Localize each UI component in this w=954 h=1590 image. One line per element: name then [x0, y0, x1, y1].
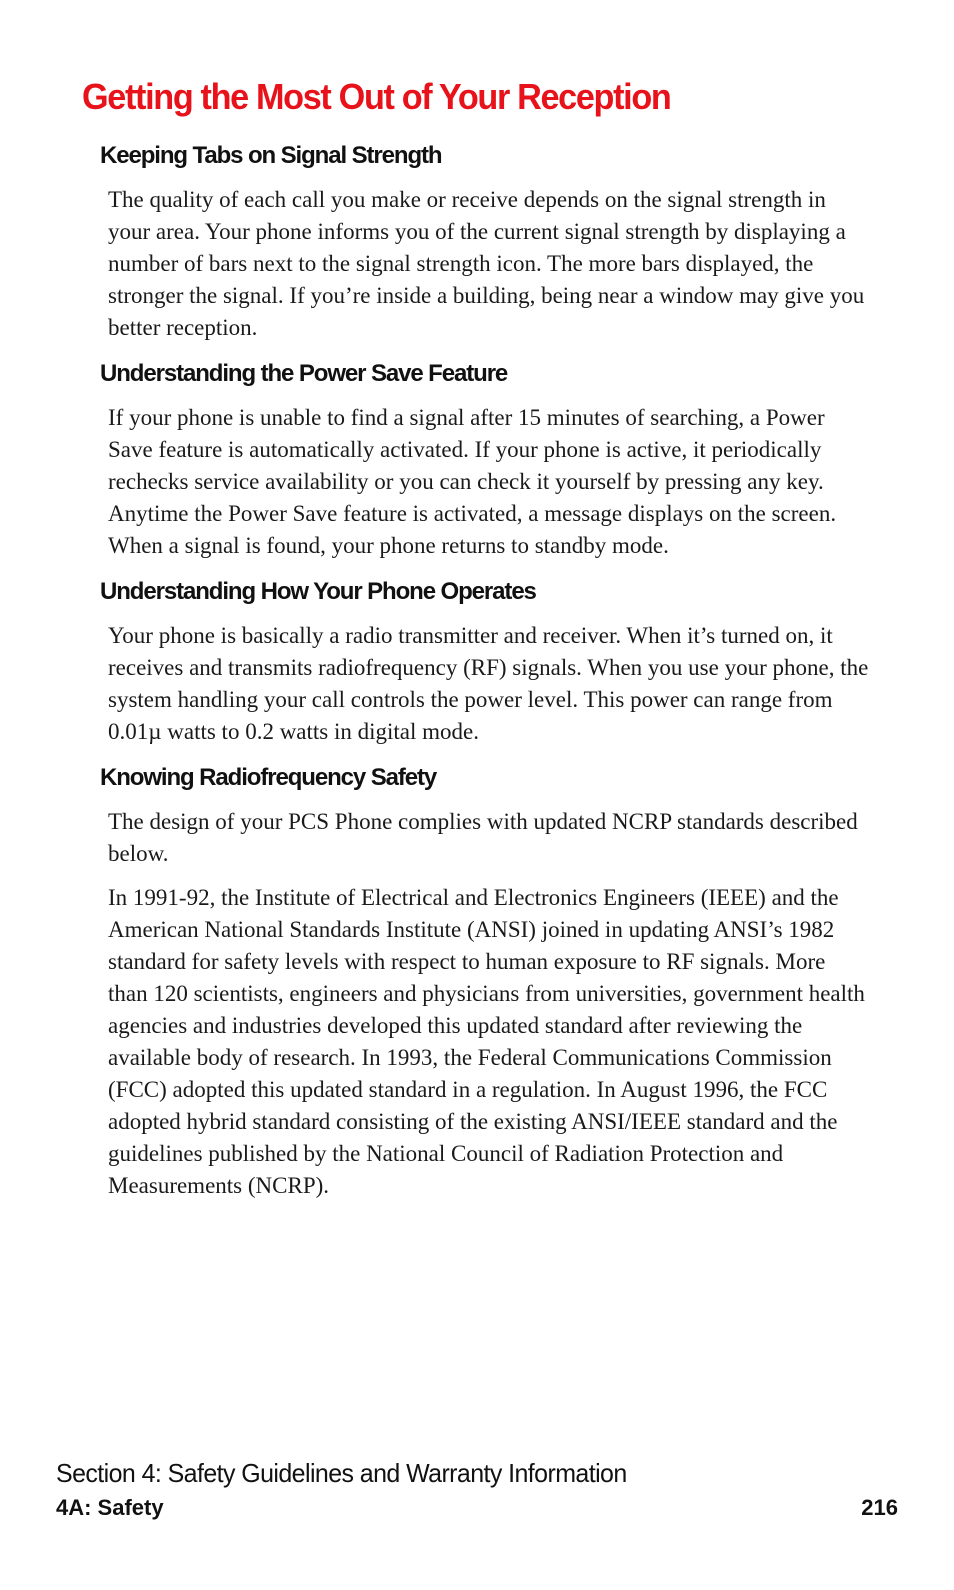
paragraph: Your phone is basically a radio transmitter and receiver. When it’s turned on, it receives and transmits radiofrequency (RF) signals. When you use your phone, the system handling your call controls the power level. This power can range from 0.01µ watts to 0.2 watts in digital mode.	[108, 623, 869, 744]
section-heading: Understanding How Your Phone Operates	[100, 578, 536, 605]
section-body	[108, 806, 870, 1202]
section-body	[108, 620, 870, 748]
section-heading: Keeping Tabs on Signal Strength	[100, 142, 442, 169]
section-rf-safety	[100, 762, 870, 1202]
section-heading: Understanding the Power Save Feature	[100, 360, 508, 387]
paragraph: The quality of each call you make or receive depends on the signal strength in your area. Your phone informs you of the current signal strength by displaying a number of bars next to the signal strength icon. The more bars displayed, the stronger the signal. If you’re inside a building, being near a window may give you better reception.	[108, 187, 865, 340]
section-body	[108, 402, 870, 562]
paragraph: In 1991-92, the Institute of Electrical and Electronics Engineers (IEEE) and the American National Standards Institute (ANSI) joined in updating ANSI’s 1982 standard for safety levels with respect to human exposure to RF signals. More than 120 scientists, engineers and physicians from universities, government health agencies and industries developed this updated standard after reviewing the available body of research. In 1993, the Federal Communications Commission (FCC) adopted this updated standard in a regulation. In August 1996, the FCC adopted hybrid standard consisting of the existing ANSI/IEEE standard and the guidelines published by the National Council of Radiation Protection and Measurements (NCRP).	[108, 885, 865, 1198]
footer-section-label: Section 4: Safety Guidelines and Warranty Information	[56, 1458, 627, 1488]
paragraph: If your phone is unable to find a signal after 15 minutes of searching, a Power Save feature is automatically activated. If your phone is active, it periodically rechecks service availability or you can check it yourself by pressing any key. Anytime the Power Save feature is activated, a message displays on the screen. When a signal is found, your phone returns to standby mode.	[108, 405, 837, 558]
page-content	[100, 140, 870, 1216]
section-heading: Knowing Radiofrequency Safety	[100, 764, 437, 791]
page-title: Getting the Most Out of Your Reception	[82, 76, 671, 117]
section-phone-operates	[100, 576, 870, 748]
section-signal-strength	[100, 140, 870, 344]
footer-chapter-label: 4A: Safety	[56, 1495, 164, 1520]
section-body	[108, 184, 870, 344]
page-number: 216	[861, 1495, 898, 1520]
paragraph: The design of your PCS Phone complies with updated NCRP standards described below.	[108, 809, 858, 866]
section-power-save	[100, 358, 870, 562]
